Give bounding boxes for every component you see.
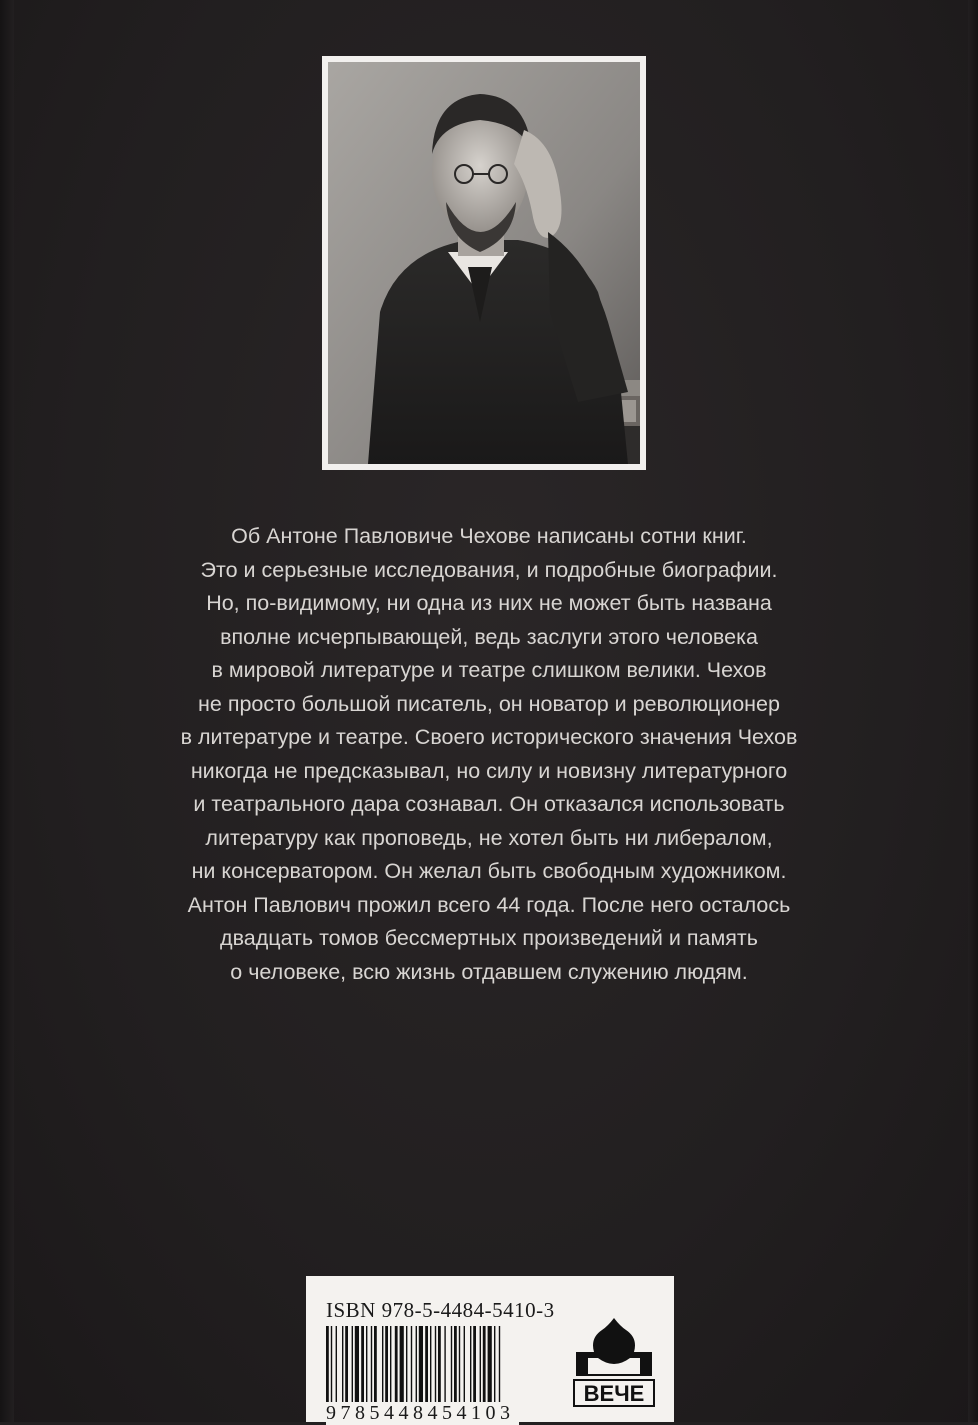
barcode-bar <box>451 1326 452 1410</box>
barcode-bar <box>459 1326 460 1410</box>
barcode-icon <box>326 1326 562 1410</box>
description-line: вполне исчерпывающей, ведь заслуги этого человека <box>220 624 758 649</box>
barcode-bar <box>494 1326 495 1410</box>
barcode-bar <box>416 1326 417 1410</box>
barcode-bar <box>355 1326 359 1410</box>
barcode-bar <box>345 1326 348 1410</box>
barcode-bar <box>390 1326 391 1410</box>
description-line: о человеке, всю жизнь отдавшем служению людям. <box>230 959 748 984</box>
barcode-bar <box>483 1326 486 1410</box>
barcode-bar <box>366 1326 367 1410</box>
description-line: двадцать томов бессмертных произведений и память <box>220 926 758 950</box>
description-line: Об Антоне Павловиче Чехове написаны сотни книг. <box>231 524 747 548</box>
description-line: Антон Павлович прожил всего 44 года. После него осталось <box>187 892 791 917</box>
portrait-photo-icon <box>328 62 640 464</box>
barcode-bar <box>374 1326 377 1410</box>
description-line: никогда не предсказывал, но силу и новизну литературного <box>190 758 788 783</box>
description-line: и театрального дара сознавал. Он отказался использовать <box>193 792 785 816</box>
barcode-bar <box>444 1326 445 1410</box>
barcode-bar <box>438 1326 441 1410</box>
barcode-bar <box>425 1326 428 1410</box>
barcode-bar <box>361 1326 364 1410</box>
barcode-bar <box>430 1326 431 1410</box>
publisher-name: ВЕЧЕ <box>583 1381 645 1406</box>
barcode-bar <box>473 1326 476 1410</box>
barcode-bar <box>382 1326 383 1410</box>
portrait-frame <box>322 56 646 470</box>
barcode-bar <box>419 1326 423 1410</box>
cover-right-edge <box>968 0 978 1422</box>
barcode-digits: 9785448454103 <box>326 1402 519 1425</box>
isbn-label: ISBN 978-5-4484-5410-3 <box>326 1298 555 1322</box>
description-line: в мировой литературе и театре слишком велики. Чехов <box>211 658 767 682</box>
description-line: Но, по-видимому, ни одна из них не может быть названа <box>206 591 772 615</box>
barcode-bar <box>385 1326 388 1410</box>
barcode-bar <box>435 1326 436 1410</box>
barcode-bar <box>395 1326 398 1410</box>
barcode-bar <box>342 1326 343 1410</box>
description-line: Это и серьезные исследования, и подробные биографии. <box>200 557 778 582</box>
barcode-panel <box>306 1276 674 1422</box>
description-line: в литературе и театре. Своего исторического значения Чехов <box>180 725 798 749</box>
description-line: не просто большой писатель, он новатор и революционер <box>198 691 780 716</box>
barcode-bar <box>499 1326 500 1410</box>
description-line: литературу как проповедь, не хотел быть ни либералом, <box>205 825 773 850</box>
barcode-bar <box>406 1326 407 1410</box>
cover-left-edge <box>0 0 14 1422</box>
barcode-bar <box>464 1326 465 1410</box>
barcode-bar <box>411 1326 412 1410</box>
barcode-bar <box>400 1326 404 1410</box>
book-description <box>60 520 918 989</box>
barcode-bar <box>470 1326 471 1410</box>
description-line: ни консерватором. Он желал быть свободным художником. <box>191 859 787 883</box>
barcode-bar <box>326 1326 329 1410</box>
barcode-bar <box>488 1326 492 1410</box>
barcode-bar <box>336 1326 337 1410</box>
barcode-bar <box>454 1326 457 1410</box>
barcode-bar <box>371 1326 372 1410</box>
barcode-bar <box>331 1326 332 1410</box>
barcode-bar <box>352 1326 353 1410</box>
barcode-bar <box>480 1326 481 1410</box>
veche-logo-icon <box>568 1312 660 1412</box>
